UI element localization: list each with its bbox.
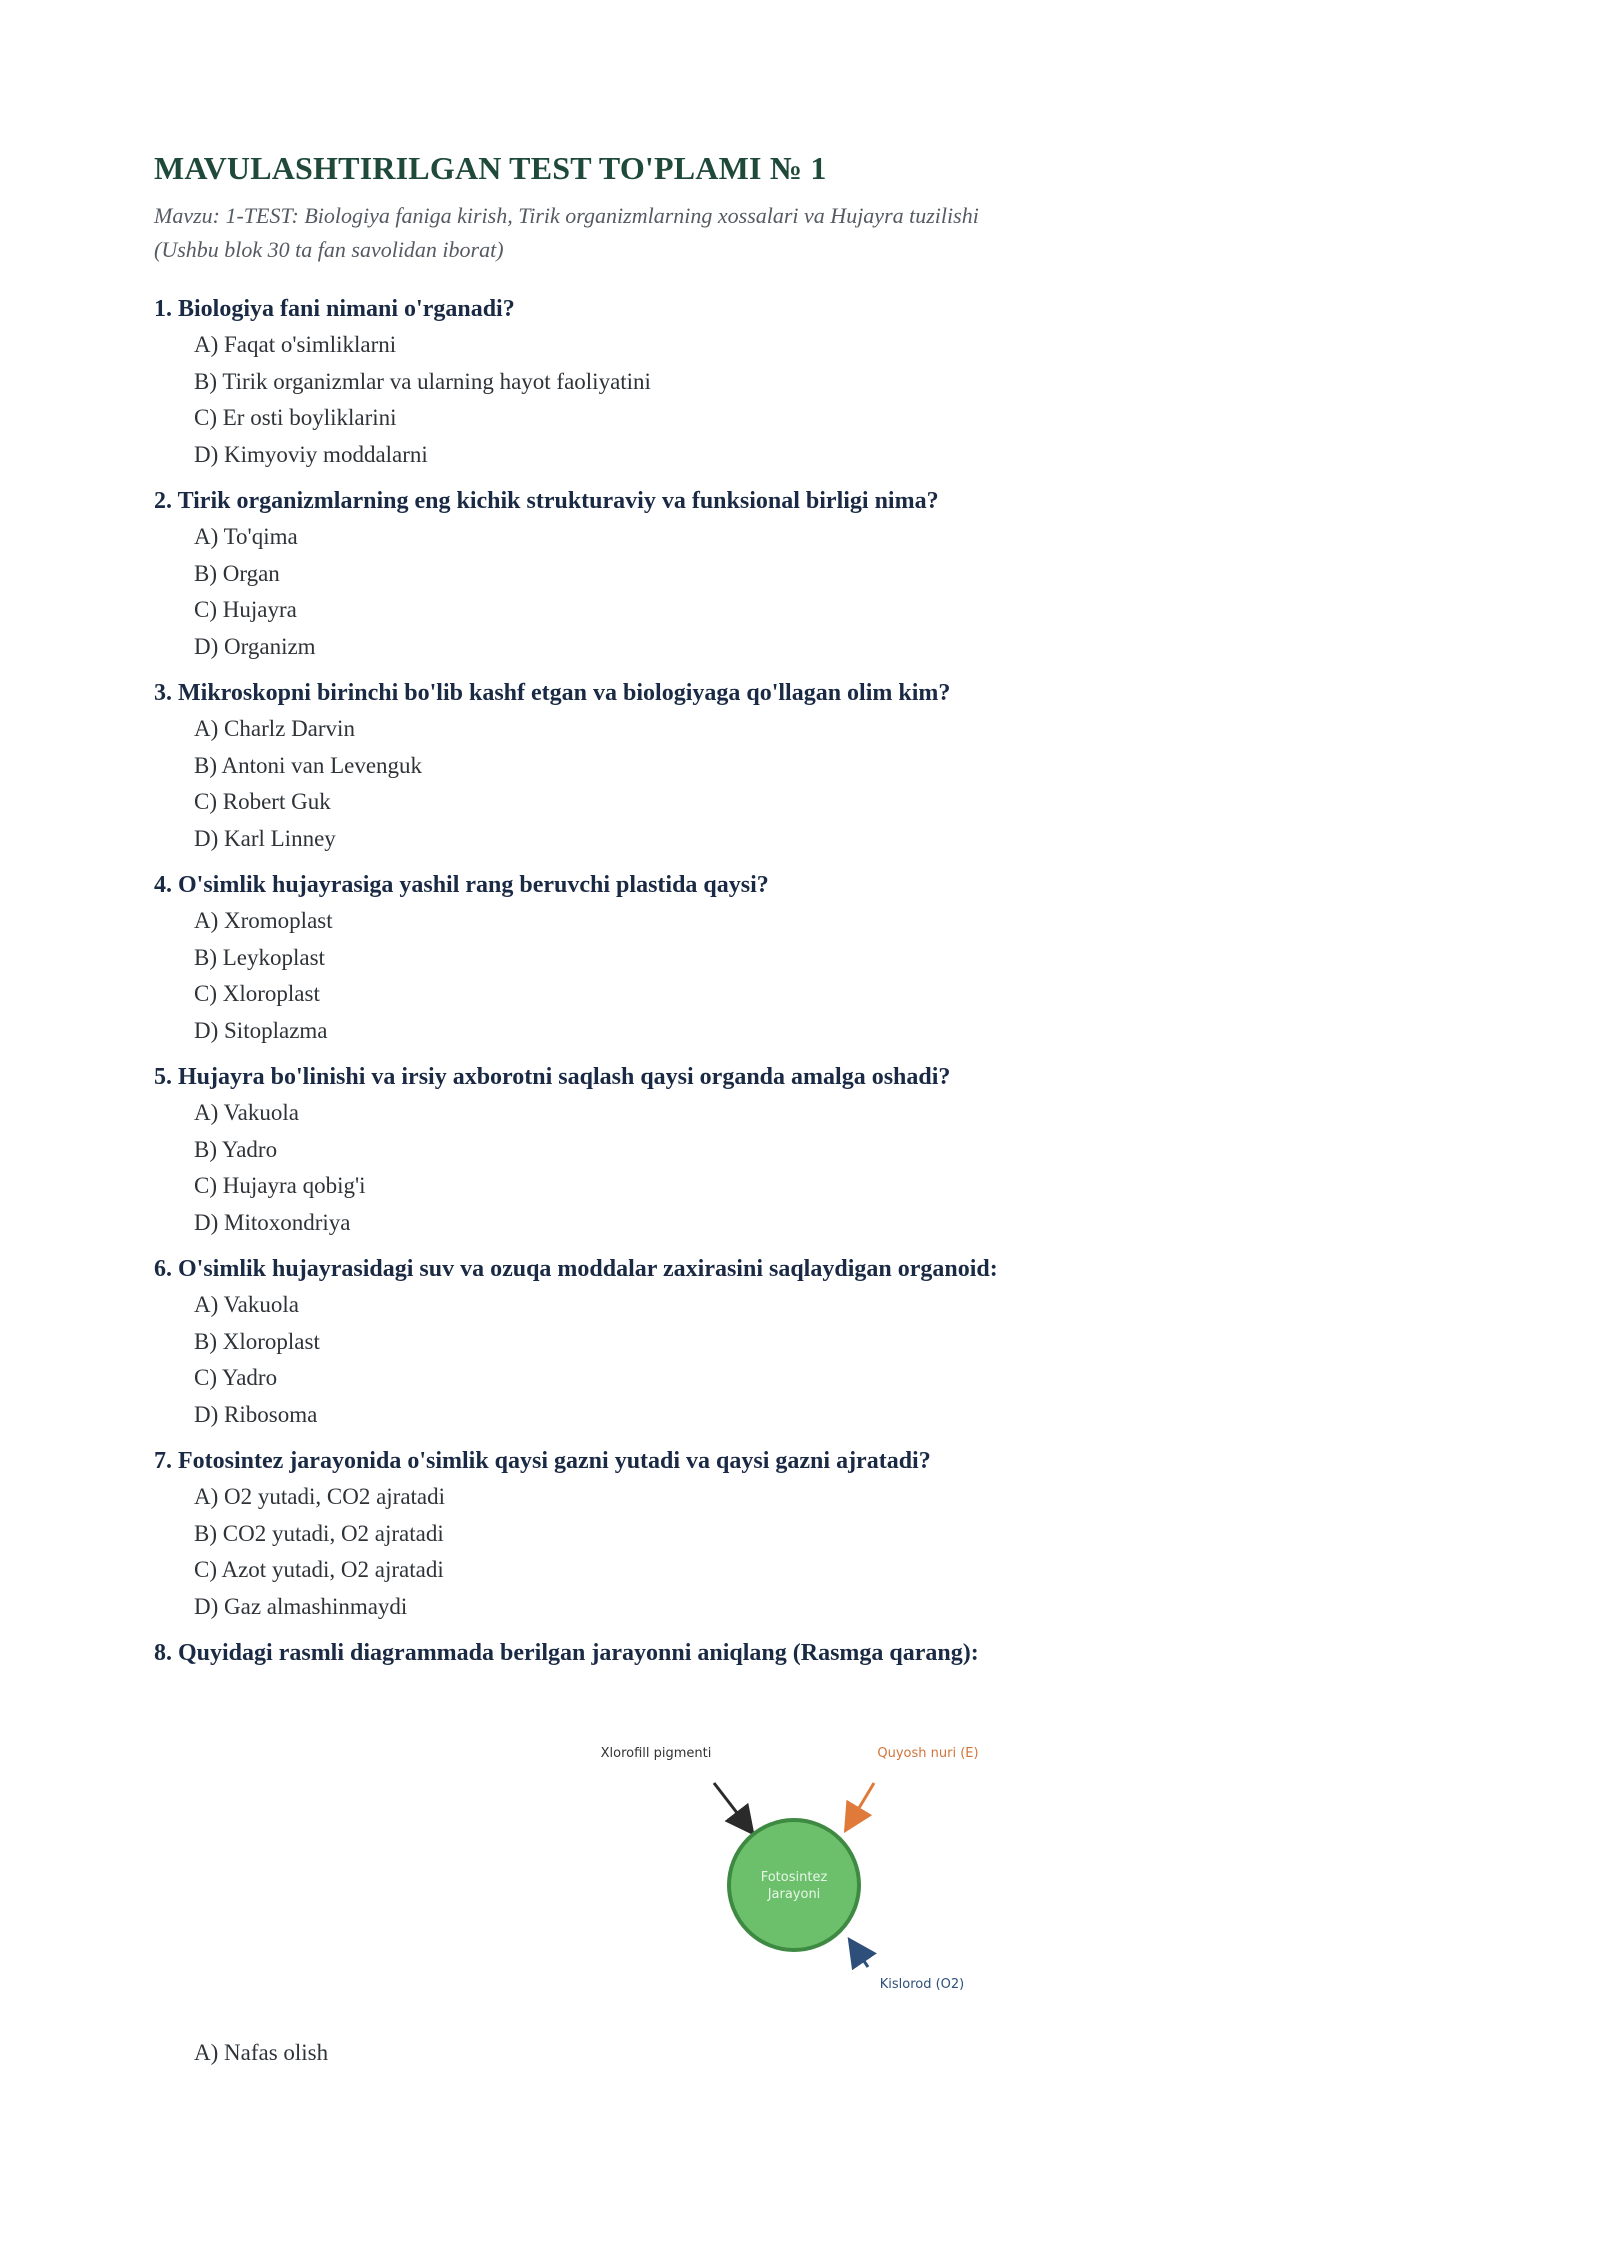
answer-option[interactable]: C) Er osti boyliklarini xyxy=(194,405,397,430)
answer-option[interactable]: D) Gaz almashinmaydi xyxy=(194,1593,408,1619)
answer-option[interactable]: D) Kimyoviy moddalarni xyxy=(194,441,428,467)
question-list xyxy=(154,291,1454,1625)
question-3 xyxy=(154,675,1454,857)
answer-option[interactable]: B) Organ xyxy=(194,560,280,586)
question-5 xyxy=(154,1059,1454,1241)
answer-option[interactable]: B) Yadro xyxy=(194,1136,278,1162)
question-8 xyxy=(154,1635,1454,2072)
answer-option[interactable]: C) Azot yutadi, O2 ajratadi xyxy=(194,1557,444,1582)
question-text: 1. Biologiya fani nimani o'rganadi? xyxy=(154,296,515,322)
question-text: 4. O'simlik hujayrasiga yashil rang beruvchi plastida qaysi? xyxy=(154,872,769,898)
answer-option[interactable]: D) Mitoxondriya xyxy=(194,1209,351,1235)
chlorophyll-arrow xyxy=(714,1783,751,1831)
subtitle-topic: Mavzu: 1-TEST: Biologiya faniga kirish, Tirik organizmlarning xossalari va Hujayra tuzilishi xyxy=(154,203,979,228)
answer-option[interactable]: C) Hujayra qobig'i xyxy=(194,1173,366,1198)
center-label-1: Fotosintez xyxy=(760,1870,828,1885)
label-chlorophyll: Xlorofill pigmenti xyxy=(600,1746,712,1761)
answer-option[interactable]: A) Vakuola xyxy=(194,1292,299,1317)
answer-option[interactable]: D) Ribosoma xyxy=(194,1401,318,1427)
question-text: 5. Hujayra bo'linishi va irsiy axborotni saqlash qaysi organda amalga oshadi? xyxy=(154,1064,951,1090)
answer-option[interactable]: B) Antoni van Levenguk xyxy=(194,752,423,778)
answer-option[interactable]: C) Hujayra xyxy=(194,597,297,622)
answer-option[interactable]: A) Charlz Darvin xyxy=(194,716,355,741)
answer-option[interactable]: A) To'qima xyxy=(194,524,298,549)
answer-option[interactable]: D) Organizm xyxy=(194,633,316,659)
label-sunlight: Quyosh nuri (E) xyxy=(877,1746,979,1761)
answer-option[interactable]: C) Robert Guk xyxy=(194,789,331,814)
question-text: 6. O'simlik hujayrasidagi suv va ozuqa moddalar zaxirasini saqlaydigan organoid: xyxy=(154,1256,998,1282)
page-title: MAVULASHTIRILGAN TEST TO'PLAMI № 1 xyxy=(154,150,827,186)
answer-option[interactable]: C) Yadro xyxy=(194,1365,278,1390)
center-label-2: Jarayoni xyxy=(767,1887,821,1902)
answer-option[interactable]: D) Karl Linney xyxy=(194,825,336,851)
subtitle xyxy=(154,199,1454,267)
label-oxygen: Kislorod (O2) xyxy=(879,1977,965,1992)
answer-option[interactable]: A) Xromoplast xyxy=(194,908,333,933)
question-7 xyxy=(154,1443,1454,1625)
answer-option[interactable]: B) Leykoplast xyxy=(194,944,325,970)
answer-option[interactable]: A) O2 yutadi, CO2 ajratadi xyxy=(194,1484,446,1509)
photosynthesis-diagram xyxy=(154,1685,1454,2035)
answer-option[interactable]: B) Xloroplast xyxy=(194,1328,320,1354)
question-1 xyxy=(154,291,1454,473)
question-text: 8. Quyidagi rasmli diagrammada berilgan jarayonni aniqlang (Rasmga qarang): xyxy=(154,1640,979,1666)
oxygen-arrow xyxy=(851,1942,868,1967)
document-page xyxy=(154,150,1454,2082)
question-4 xyxy=(154,867,1454,1049)
question-6 xyxy=(154,1251,1454,1433)
question-text: 3. Mikroskopni birinchi bo'lib kashf etgan va biologiyaga qo'llagan olim kim? xyxy=(154,680,951,706)
answer-option[interactable]: A) Faqat o'simliklarni xyxy=(194,332,397,357)
answer-option[interactable]: C) Xloroplast xyxy=(194,981,320,1006)
subtitle-note: (Ushbu blok 30 ta fan savolidan iborat) xyxy=(154,237,504,262)
answer-option[interactable]: B) CO2 yutadi, O2 ajratadi xyxy=(194,1520,444,1546)
answer-option[interactable]: A) Vakuola xyxy=(194,1100,299,1125)
answer-option[interactable]: D) Sitoplazma xyxy=(194,1017,328,1043)
process-circle xyxy=(729,1820,859,1950)
answer-option[interactable]: A) Nafas olish xyxy=(194,2040,329,2065)
answer-option[interactable]: B) Tirik organizmlar va ularning hayot faoliyatini xyxy=(194,368,651,394)
question-8-options xyxy=(154,2035,1454,2072)
question-2 xyxy=(154,483,1454,665)
question-text: 7. Fotosintez jarayonida o'simlik qaysi gazni yutadi va qaysi gazni ajratadi? xyxy=(154,1448,931,1474)
sunlight-arrow xyxy=(847,1783,874,1828)
question-text: 2. Tirik organizmlarning eng kichik strukturaviy va funksional birligi nima? xyxy=(154,488,939,514)
